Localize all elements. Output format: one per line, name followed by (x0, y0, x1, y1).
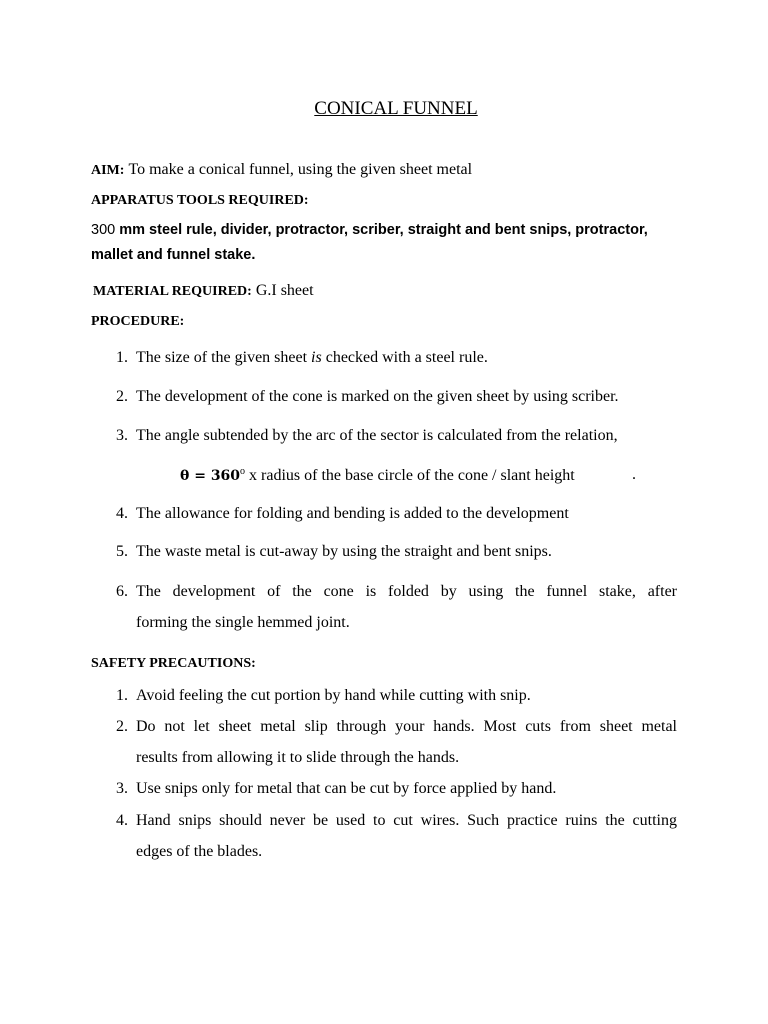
procedure-step-number: 1. (116, 349, 128, 366)
aim-text: To make a conical funnel, using the given sheet metal (128, 161, 473, 178)
safety-item-text: Use snips only for metal that can be cut by force applied by hand. (136, 780, 557, 797)
procedure-step-text (136, 349, 488, 367)
angle-formula (180, 466, 575, 485)
procedure-step-1-pre: The size of the given sheet (136, 349, 312, 366)
page-title: CONICAL FUNNEL (314, 98, 478, 119)
formula-degree: o (240, 466, 246, 477)
apparatus-line-2 (91, 247, 255, 263)
procedure-step-text: The development of the cone is marked on the given sheet by using scriber. (136, 388, 619, 405)
apparatus-heading: APPARATUS TOOLS REQUIRED: (91, 193, 309, 208)
procedure-step-number: 6. (116, 583, 128, 600)
material-text: G.I sheet (255, 282, 314, 299)
safety-item-number: 1. (116, 687, 128, 704)
procedure-heading: PROCEDURE: (91, 314, 185, 329)
safety-item-number: 2. (116, 718, 128, 735)
safety-item-number: 3. (116, 780, 128, 797)
formula-trailing-dot: . (632, 466, 636, 483)
procedure-step-number: 5. (116, 543, 128, 560)
procedure-step-1-post: checked with a steel rule. (321, 349, 488, 366)
procedure-step-text: The waste metal is cut-away by using the straight and bent snips. (136, 543, 552, 560)
safety-item-text: Hand snips should never be used to cut wires. Such practice ruins the cutting (136, 812, 677, 829)
procedure-step-number: 2. (116, 388, 128, 405)
material-line (93, 282, 314, 300)
safety-item-text: Do not let sheet metal slip through your hands. Most cuts from sheet metal (136, 718, 677, 735)
safety-item-text: Avoid feeling the cut portion by hand while cutting with snip. (136, 687, 531, 704)
apparatus-text-2: mallet and funnel stake. (91, 247, 256, 263)
procedure-step-1-italic: is (311, 349, 322, 366)
procedure-step-text: The angle subtended by the arc of the sector is calculated from the relation, (136, 427, 618, 444)
safety-heading: SAFETY PRECAUTIONS: (91, 656, 256, 671)
formula-rest: x radius of the base circle of the cone / slant height (245, 467, 575, 484)
procedure-step-text: The allowance for folding and bending is added to the development (136, 505, 569, 522)
safety-item-text-continued: edges of the blades. (136, 843, 263, 860)
aim-label: AIM: (91, 163, 125, 178)
apparatus-line-1 (91, 222, 648, 238)
procedure-step-text-continued: forming the single hemmed joint. (136, 614, 350, 631)
aim-line (91, 161, 472, 179)
apparatus-number: 300 (91, 222, 116, 238)
safety-item-number: 4. (116, 812, 128, 829)
procedure-step-text: The development of the cone is folded by using the funnel stake, after (136, 583, 677, 600)
procedure-step-number: 3. (116, 427, 128, 444)
material-label: MATERIAL REQUIRED: (93, 284, 252, 299)
apparatus-text-1: mm steel rule, divider, protractor, scriber, straight and bent snips, protractor, (119, 222, 648, 238)
safety-item-text-continued: results from allowing it to slide through the hands. (136, 749, 460, 766)
formula-lhs: θ = 360 (180, 468, 241, 484)
procedure-step-number: 4. (116, 505, 128, 522)
